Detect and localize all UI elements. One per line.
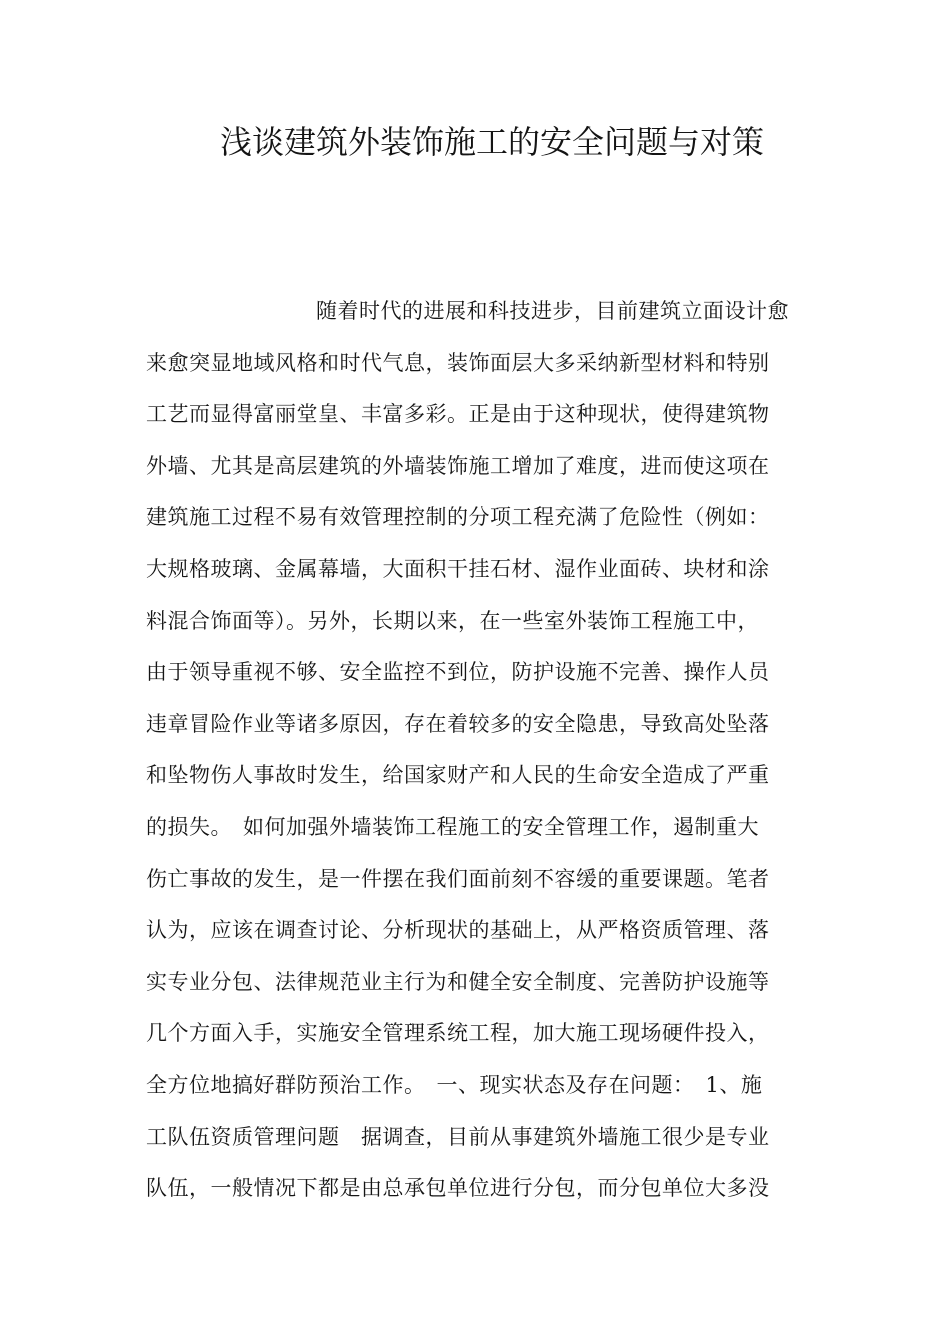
document-title: 浅谈建筑外装饰施工的安全问题与对策 <box>220 123 765 161</box>
body-line: 工队伍资质管理问题 据调查，目前从事建筑外墙施工很少是专业 <box>146 1124 770 1149</box>
document-body <box>146 291 826 1220</box>
body-line: 大规格玻璃、金属幕墙，大面积干挂石材、湿作业面砖、块材和涂 <box>146 556 770 581</box>
body-line: 来愈突显地域风格和时代气息，装饰面层大多采纳新型材料和特别 <box>146 350 770 375</box>
body-line: 建筑施工过程不易有效管理控制的分项工程充满了危险性（例如： <box>146 505 770 530</box>
body-line: 实专业分包、法律规范业主行为和健全安全制度、完善防护设施等 <box>146 969 770 994</box>
body-line: 全方位地搞好群防预治工作。 一、现实状态及存在问题： 1、施 <box>146 1072 763 1097</box>
body-line: 外墙、尤其是高层建筑的外墙装饰施工增加了难度，进而使这项在 <box>146 453 770 478</box>
body-line: 和坠物伤人事故时发生，给国家财产和人民的生命安全造成了严重 <box>146 763 770 788</box>
body-line: 伤亡事故的发生，是一件摆在我们面前刻不容缓的重要课题。笔者 <box>146 866 770 891</box>
body-line: 料混合饰面等）。另外，长期以来，在一些室外装饰工程施工中， <box>146 608 759 633</box>
body-line: 由于领导重视不够、安全监控不到位，防护设施不完善、操作人员 <box>146 660 770 685</box>
body-line: 认为，应该在调查讨论、分析现状的基础上，从严格资质管理、落 <box>146 918 770 943</box>
body-line: 队伍，一般情况下都是由总承包单位进行分包，而分包单位大多没 <box>146 1176 770 1201</box>
body-line: 违章冒险作业等诸多原因，存在着较多的安全隐患，导致高处坠落 <box>146 711 770 736</box>
body-line: 的损失。 如何加强外墙装饰工程施工的安全管理工作，遏制重大 <box>146 814 759 839</box>
body-line: 几个方面入手，实施安全管理系统工程，加大施工现场硬件投入， <box>146 1021 770 1046</box>
body-line: 随着时代的进展和科技进步，目前建筑立面设计愈 <box>316 299 789 323</box>
body-line: 工艺而显得富丽堂皇、丰富多彩。正是由于这种现状，使得建筑物 <box>146 402 770 427</box>
